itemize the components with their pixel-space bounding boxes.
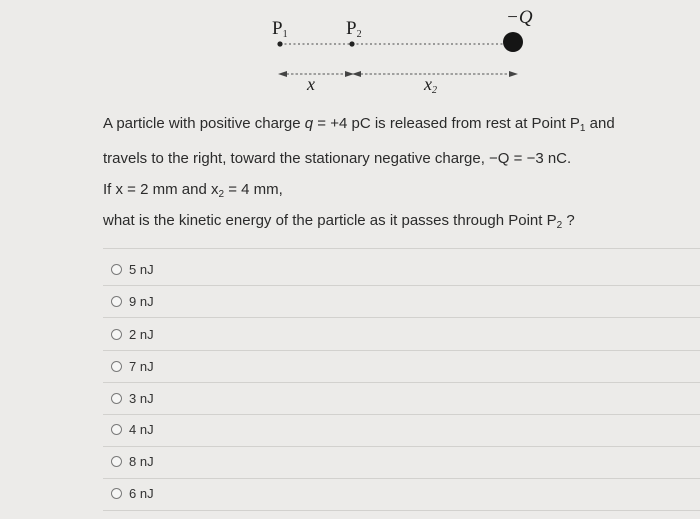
divider [103,510,700,511]
x2-arrow-left-head [352,71,361,77]
q3-sub: 2 [218,189,225,200]
divider [103,350,700,351]
radio-icon[interactable] [111,424,122,435]
p2-label-text: P [346,18,357,39]
q1-part-c: and [585,115,615,132]
q1-charge-symbol: q [304,115,314,132]
p1-label-text: P [272,18,283,39]
radio-icon[interactable] [111,456,122,467]
answer-option-6[interactable] [111,422,154,437]
answer-label: 5 nJ [129,262,154,277]
answer-label: 4 nJ [129,422,154,437]
divider [103,478,700,479]
answer-option-2[interactable] [111,294,154,309]
divider [103,382,700,383]
radio-icon[interactable] [111,361,122,372]
question-line-3 [103,181,283,200]
p2-point [349,41,354,46]
radio-icon[interactable] [111,296,122,307]
answer-option-5[interactable] [111,391,154,406]
answer-option-4[interactable] [111,359,154,374]
answer-option-8[interactable] [111,486,154,501]
answer-option-3[interactable] [111,327,154,342]
radio-icon[interactable] [111,264,122,275]
p2-label-sub: 2 [356,29,362,40]
q4-sub: 2 [556,220,563,231]
answer-label: 2 nJ [129,327,154,342]
x-arrow-left-head [278,71,287,77]
p2-label [346,18,362,40]
negative-charge-dot [503,32,523,52]
question-line-2: travels to the right, toward the stationary negative charge, −Q = −3 nC. [103,150,572,167]
x2-label [424,74,437,96]
q1-part-b: = +4 pC is released from rest at Point P [313,115,580,132]
question-line-1 [103,115,615,134]
question-line-4 [103,212,575,231]
charge-diagram [0,0,700,110]
answer-label: 7 nJ [129,359,154,374]
x2-label-sub: 2 [432,85,437,96]
answer-option-1[interactable] [111,262,154,277]
q3-part-a: If x = 2 mm and x [103,181,219,198]
p1-point [277,41,282,46]
radio-icon[interactable] [111,488,122,499]
divider [103,446,700,447]
p1-label-sub: 1 [282,29,288,40]
charge-label: −Q [506,7,533,28]
q4-part-a: what is the kinetic energy of the particle as it passes through Point P [103,212,557,229]
divider [103,317,700,318]
answer-label: 6 nJ [129,486,154,501]
q3-part-b: = 4 mm, [224,181,283,198]
x2-label-text: x [424,74,432,94]
radio-icon[interactable] [111,329,122,340]
radio-icon[interactable] [111,393,122,404]
q1-part-a: A particle with positive charge [103,115,305,132]
answer-option-7[interactable] [111,454,154,469]
x2-arrow-right-head [509,71,518,77]
divider [103,285,700,286]
answer-label: 8 nJ [129,454,154,469]
answer-label: 9 nJ [129,294,154,309]
q4-part-b: ? [562,212,575,229]
answer-label: 3 nJ [129,391,154,406]
p1-label [272,18,288,40]
divider [103,414,700,415]
x-label: x [307,74,315,94]
q1-sub: 1 [579,123,586,134]
divider [103,248,700,249]
